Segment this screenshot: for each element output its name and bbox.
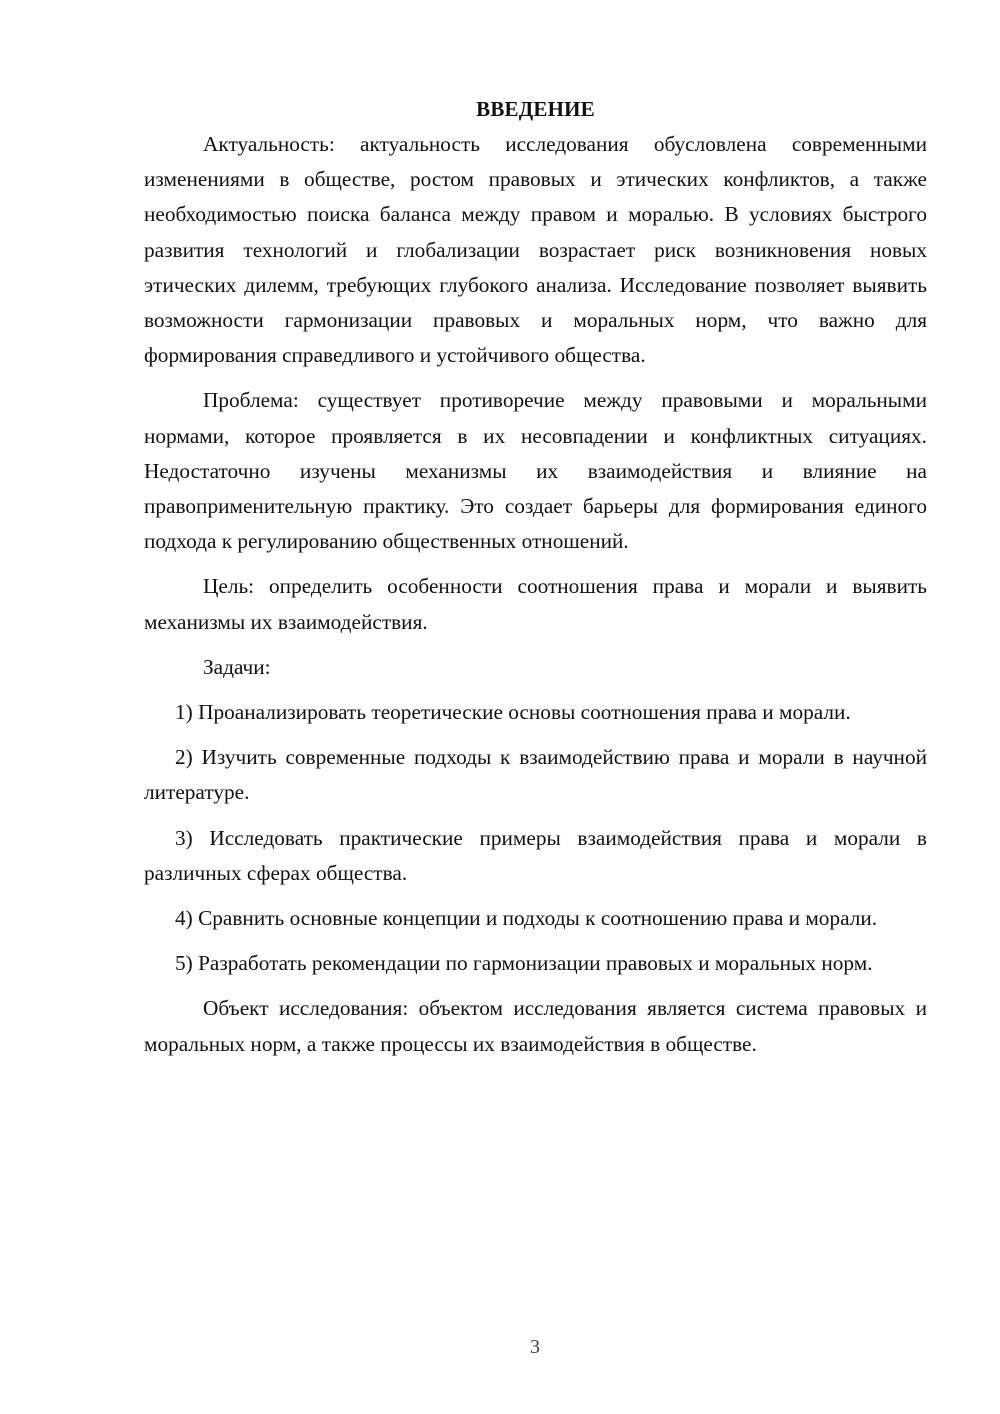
section-heading: ВВЕДЕНИЕ: [476, 97, 595, 121]
task-item: 2) Изучить современные подходы к взаимодействию права и морали в научной литературе.: [144, 745, 927, 805]
page-number: 3: [530, 1336, 540, 1358]
task-item: 5) Разработать рекомендации по гармонизации правовых и моральных норм.: [175, 951, 873, 976]
task-item: 4) Сравнить основные концепции и подходы к соотношению права и морали.: [175, 906, 878, 931]
relevance-paragraph: Актуальность: актуальность исследования обусловлена современными изменениями в обществе, ростом правовых и этических конфликтов, а также необходимостью поиска баланса между правом и моралью. В условиях быстрого развития технологий и глобализации возрастает риск возникновения новых этических дилемм, требующих глубокого анализа. Исследование позволяет выявить возможности гармонизации правовых и моральных норм, что важно для формирования справедливого и устойчивого общества.: [144, 132, 927, 368]
task-item: 3) Исследовать практические примеры взаимодействия права и морали в различных сферах общества.: [144, 825, 927, 885]
tasks-label: Задачи:: [203, 654, 271, 679]
object-paragraph: Объект исследования: объектом исследования является система правовых и моральных норм, а также процессы их взаимодействия в обществе.: [144, 996, 927, 1056]
problem-paragraph: Проблема: существует противоречие между правовыми и моральными нормами, которое проявляется в их несовпадении и конфликтных ситуациях. Недостаточно изучены механизмы их взаимодействия и влияние на правоприменительную практику. Это создает барьеры для формирования единого подхода к регулированию общественных отношений.: [144, 388, 927, 554]
goal-paragraph: Цель: определить особенности соотношения права и морали и выявить механизмы их взаимодействия.: [144, 574, 927, 634]
task-item: 1) Проанализировать теоретические основы соотношения права и морали.: [175, 700, 851, 725]
page-content: [144, 92, 927, 1062]
